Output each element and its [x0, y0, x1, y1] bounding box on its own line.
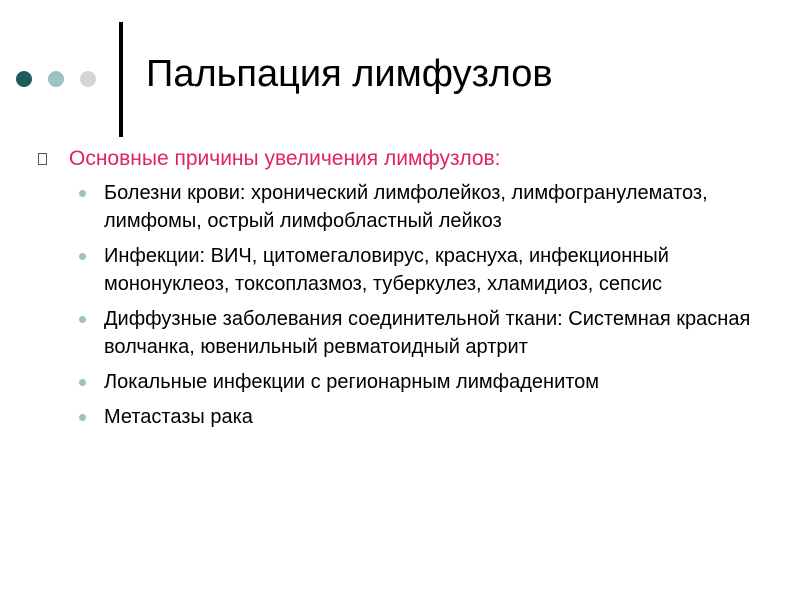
- dot-icon: [48, 71, 64, 87]
- list-item-text: Метастазы рака: [104, 406, 253, 428]
- dot-icon: [16, 71, 32, 87]
- causes-list: [38, 179, 788, 431]
- bullet-icon: [79, 379, 86, 386]
- list-item-text: Болезни крови: хронический лимфолейкоз, лимфогранулематоз, лимфомы, острый лимфобластный лейкоз: [104, 182, 708, 232]
- subheading: [38, 145, 788, 173]
- list-item-text: Локальные инфекции с регионарным лимфаденитом: [104, 371, 600, 393]
- list-item-text: Диффузные заболевания соединительной ткани: Системная красная волчанка, ювенильный ревматоидный артрит: [104, 308, 751, 358]
- bullet-icon: [79, 190, 86, 197]
- subheading-text: Основные причины увеличения лимфузлов:: [69, 147, 501, 170]
- slide-title: Пальпация лимфузлов: [146, 53, 553, 95]
- bullet-icon: [79, 414, 86, 421]
- decorative-dots: [16, 71, 106, 89]
- dot-icon: [80, 71, 96, 87]
- list-item-text: Инфекции: ВИЧ, цитомегаловирус, краснуха, инфекционный мононуклеоз, токсоплазмоз, туберкулез, хламидиоз, сепсис: [104, 245, 669, 295]
- list-item: [38, 179, 788, 235]
- list-item: [38, 242, 788, 298]
- bullet-icon: [79, 253, 86, 260]
- title-divider: [119, 22, 123, 137]
- list-item: [38, 403, 788, 431]
- bullet-icon: [79, 316, 86, 323]
- list-item: [38, 305, 788, 361]
- slide-content: [38, 145, 788, 438]
- list-item: [38, 368, 788, 396]
- square-bullet-icon: [38, 153, 47, 165]
